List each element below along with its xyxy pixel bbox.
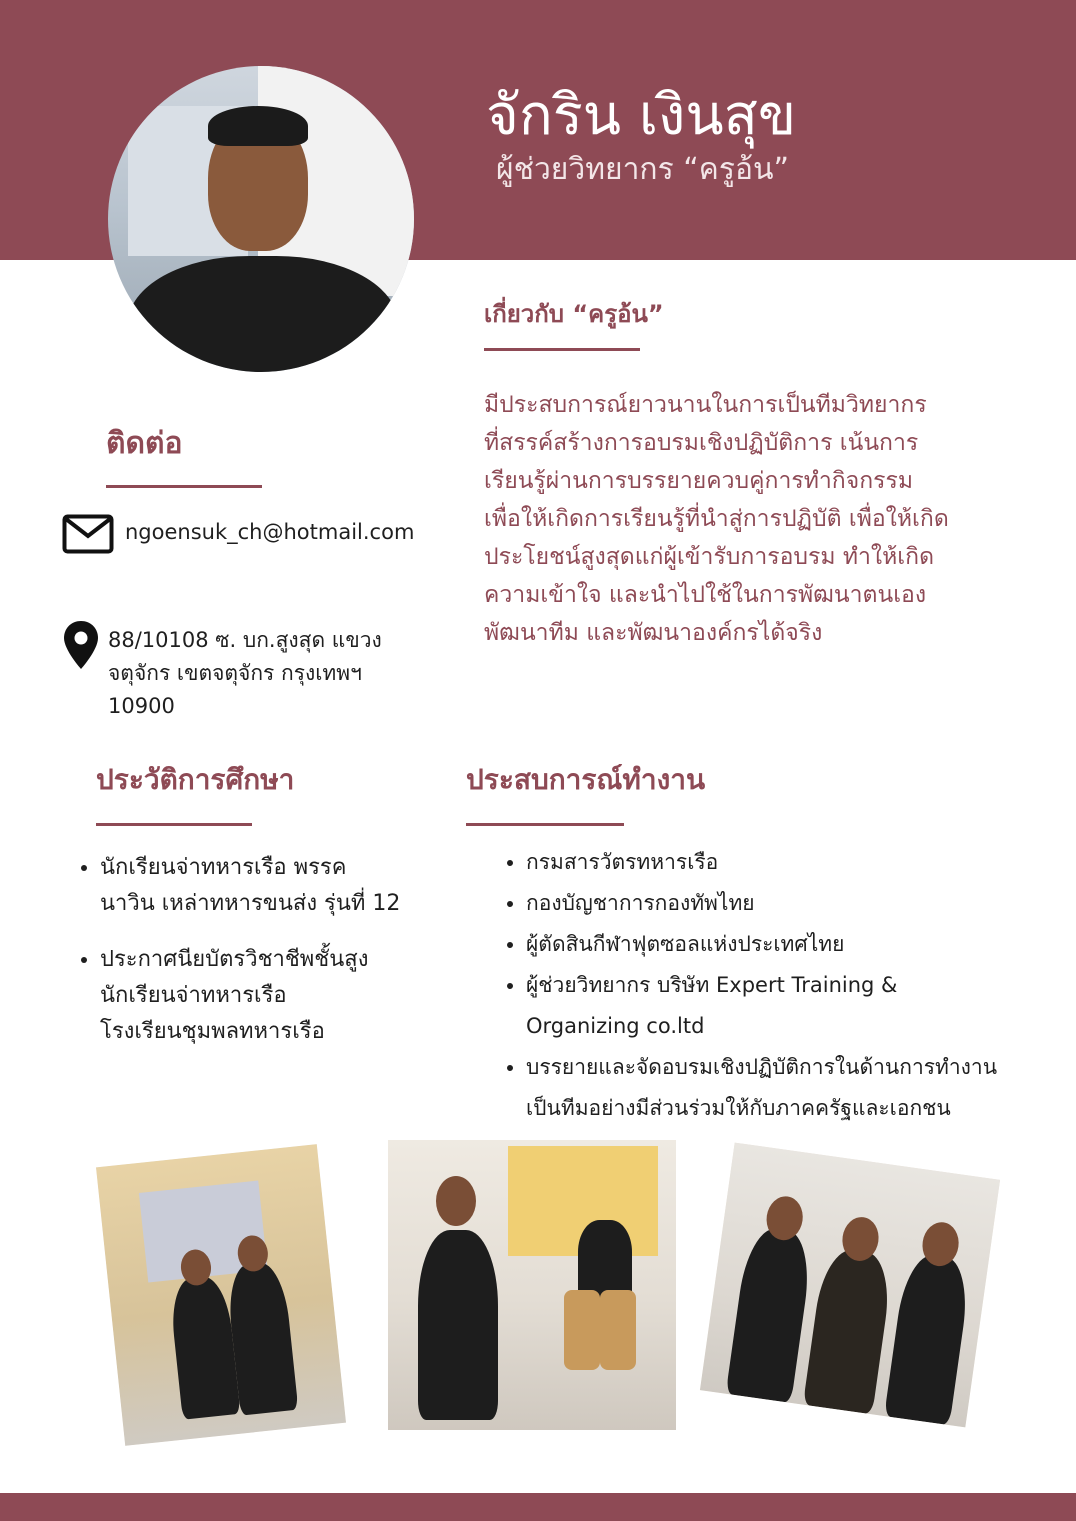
map-pin-icon [62, 620, 100, 670]
list-item [526, 1047, 1076, 1129]
education-divider [96, 823, 252, 826]
about-text [484, 386, 1004, 652]
profile-photo [108, 66, 414, 372]
about-line: มีประสบการณ์ยาวนานในการเป็นทีมวิทยากร [484, 392, 927, 418]
list-item-line: • นักเรียนจ่าทหารเรือ พรรค [100, 855, 347, 880]
about-divider [484, 348, 640, 351]
about-line: ความเข้าใจ และนำไปใช้ในการพัฒนาตนเอง [484, 582, 927, 608]
experience-title: ประสบการณ์ทำงาน [466, 763, 706, 796]
event-photo-2 [388, 1140, 676, 1430]
list-item-line: • ผู้ช่วยวิทยากร บริษัท Expert Training & [526, 973, 898, 997]
about-line: เพื่อให้เกิดการเรียนรู้ที่นำสู่การปฏิบัติ เพื่อให้เกิด [484, 506, 949, 532]
education-title: ประวัติการศึกษา [96, 763, 295, 796]
list-item-line: Organizing co.ltd [526, 1014, 705, 1038]
list-item-line: • กองบัญชาการกองทัพไทย [526, 891, 755, 915]
about-line: ประโยชน์สูงสุดแก่ผู้เข้ารับการอบรม ทำให้เกิด [484, 544, 935, 570]
contact-divider [106, 485, 262, 488]
address-line: 88/10108 ซ. บก.สูงสุด แขวง [108, 628, 382, 652]
about-line: พัฒนาทีม และพัฒนาองค์กรได้จริง [484, 620, 823, 646]
list-item [100, 942, 460, 1050]
list-item-line: นักเรียนจ่าทหารเรือ [100, 983, 287, 1008]
list-item-line: • ผู้ตัดสินกีฬาฟุตซอลแห่งประเทศไทย [526, 932, 845, 956]
address-block [108, 624, 382, 723]
list-item [526, 965, 1076, 1047]
person-role: ผู้ช่วยวิทยากร “ครูอ้น” [496, 152, 790, 187]
list-item-line: เป็นทีมอย่างมีส่วนร่วมให้กับภาคครัฐและเอกชน [526, 1096, 951, 1120]
address-line: จตุจักร เขตจตุจักร กรุงเทพฯ [108, 661, 362, 685]
event-photo-3 [700, 1143, 1000, 1428]
list-item-line: • บรรยายและจัดอบรมเชิงปฏิบัติการในด้านการทำงาน [526, 1055, 998, 1079]
education-list [66, 850, 460, 1050]
experience-divider [466, 823, 624, 826]
envelope-icon [62, 514, 114, 554]
event-photo-1 [96, 1144, 346, 1446]
footer-band [0, 1493, 1076, 1521]
about-line: ที่สรรค์สร้างการอบรมเชิงปฏิบัติการ เน้นการ [484, 430, 919, 456]
list-item [100, 850, 460, 922]
email-link[interactable]: ngoensuk_ch@hotmail.com [125, 520, 415, 544]
contact-title: ติดต่อ [106, 426, 183, 461]
list-item-line: • กรมสารวัตรทหารเรือ [526, 850, 719, 874]
list-item-line: นาวิน เหล่าทหารขนส่ง รุ่นที่ 12 [100, 891, 401, 916]
list-item-line: โรงเรียนชุมพลทหารเรือ [100, 1019, 325, 1044]
about-title: เกี่ยวกับ “ครูอ้น” [484, 300, 664, 328]
list-item [526, 842, 1076, 883]
list-item [526, 924, 1076, 965]
person-name: จักริน เงินสุข [486, 83, 797, 148]
about-line: เรียนรู้ผ่านการบรรยายควบคู่การทำกิจกรรม [484, 468, 914, 494]
address-line: 10900 [108, 694, 175, 718]
list-item [526, 883, 1076, 924]
list-item-line: • ประกาศนียบัตรวิชาชีพชั้นสูง [100, 947, 369, 972]
experience-list [492, 842, 1076, 1129]
